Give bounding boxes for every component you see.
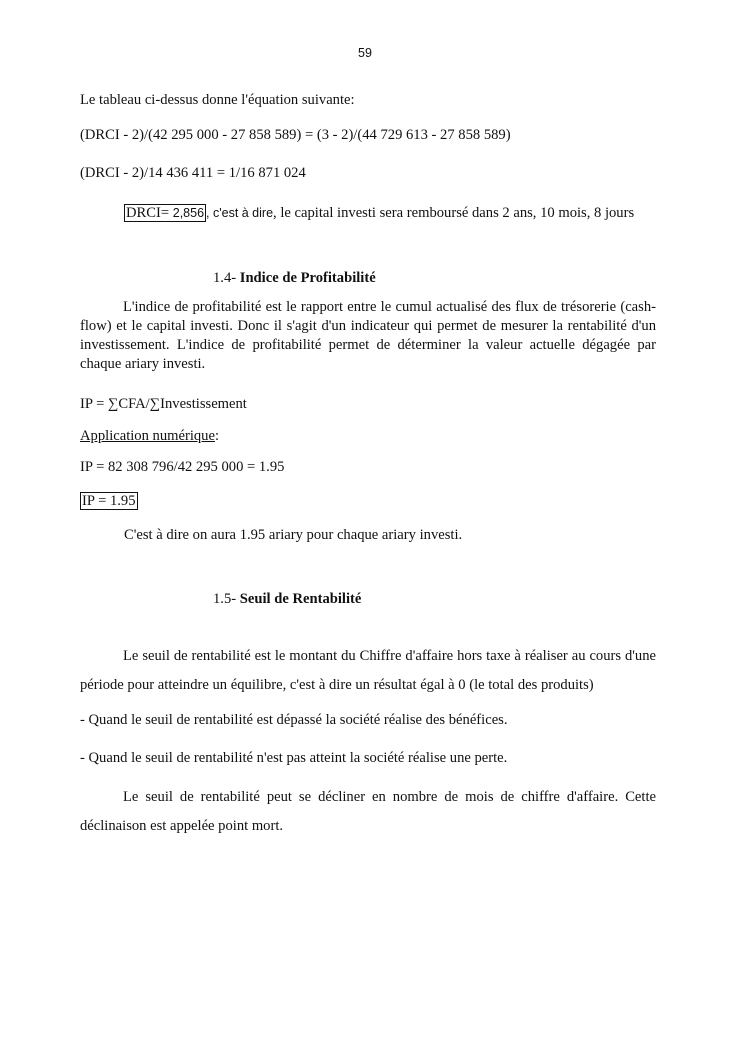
drci-sans-text: , c'est à dire xyxy=(206,206,274,220)
ip-conclusion: C'est à dire on aura 1.95 ariary pour chaque ariary investi. xyxy=(124,527,463,543)
section-heading-1-5 xyxy=(213,590,361,608)
ip-formula: IP = ∑CFA/∑Investissement xyxy=(80,396,247,412)
equation-1: (DRCI - 2)/(42 295 000 - 27 858 589) = (3 - 2)/(44 729 613 - 27 858 589) xyxy=(80,127,511,143)
intro-text: Le tableau ci-dessus donne l'équation suivante: xyxy=(80,92,355,108)
paragraph-line: chaque ariary investi. xyxy=(80,356,206,372)
section-number: 1.4- xyxy=(213,270,240,286)
application-colon: : xyxy=(214,428,220,444)
paragraph-line: flow) et le capital investi. Donc il s'agit d'un indicateur qui permet de mesurer la rentabilité d'un xyxy=(80,318,656,334)
page-number: 59 xyxy=(358,46,372,60)
equation-2: (DRCI - 2)/14 436 411 = 1/16 871 024 xyxy=(80,165,306,181)
application-label: Application numérique xyxy=(80,428,215,444)
section-heading-1-4 xyxy=(213,269,376,287)
drci-value: 2,856 xyxy=(172,206,205,220)
paragraph-line: Le seuil de rentabilité peut se décliner en nombre de mois de chiffre d'affaire. Cette xyxy=(123,789,656,805)
bullet-item: - Quand le seuil de rentabilité est dépassé la société réalise des bénéfices. xyxy=(80,712,508,728)
ip-box: IP = 1.95 xyxy=(82,493,136,509)
application-heading xyxy=(80,427,219,445)
paragraph-line: L'indice de profitabilité est le rapport entre le cumul actualisé des flux de trésorerie (cash- xyxy=(123,299,656,315)
ip-calculation: IP = 82 308 796/42 295 000 = 1.95 xyxy=(80,459,285,475)
section-number: 1.5- xyxy=(213,591,240,607)
section-title: Indice de Profitabilité xyxy=(239,270,376,286)
drci-label: DRCI= xyxy=(126,205,173,221)
drci-rest: , le capital investi sera remboursé dans 2 ans, 10 mois, 8 jours xyxy=(273,205,635,221)
drci-box xyxy=(124,204,206,222)
ip-boxed-result xyxy=(80,492,138,510)
paragraph-line: investissement. L'indice de profitabilité permet de déterminer la valeur actuelle dégagée par xyxy=(80,337,656,353)
paragraph-line: déclinaison est appelée point mort. xyxy=(80,818,284,834)
bullet-item: - Quand le seuil de rentabilité n'est pas atteint la société réalise une perte. xyxy=(80,750,508,766)
paragraph-line: Le seuil de rentabilité est le montant du Chiffre d'affaire hors taxe à réaliser au cours d'une xyxy=(123,648,656,664)
section-title: Seuil de Rentabilité xyxy=(239,591,362,607)
drci-result xyxy=(124,204,634,222)
paragraph-line: période pour atteindre un équilibre, c'est à dire un résultat égal à 0 (le total des produits) xyxy=(80,677,594,693)
